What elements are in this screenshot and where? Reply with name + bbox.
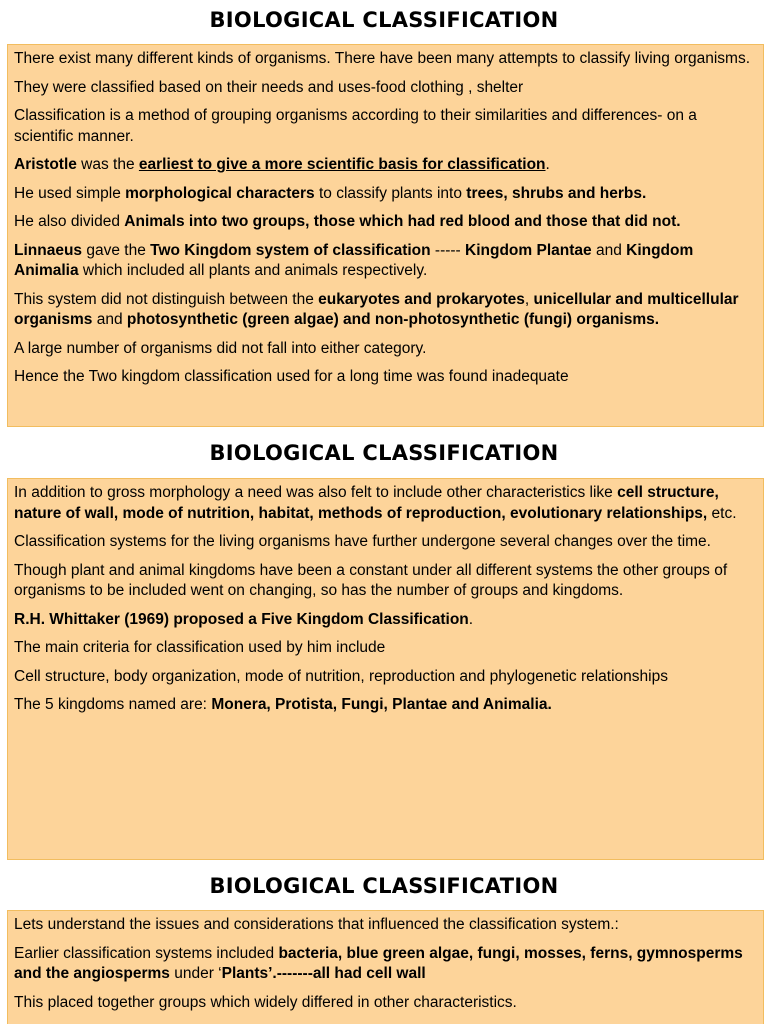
- paragraph: [14, 944, 757, 985]
- text: In addition to gross morphology a need was also felt to include other characteristics like: [14, 484, 618, 501]
- paragraph: There exist many different kinds of organisms. There have been many attempts to classify living organisms.: [14, 50, 751, 67]
- text: He used simple: [14, 184, 126, 202]
- slide-title: BIOLOGICAL CLASSIFICATION: [209, 441, 559, 465]
- text: .: [545, 156, 550, 173]
- bold-text: unicellular and multicellular organisms: [14, 290, 739, 328]
- paragraph: Classification is a method of grouping organisms according to their similarities and differences- on a scientific manner.: [14, 107, 697, 145]
- text: to classify plants into: [314, 184, 467, 202]
- bold-text: bacteria, blue green algae, fungi, mosses, ferns, gymnosperms and the angiosperms: [14, 944, 743, 982]
- bold-text: Aristotle: [14, 156, 77, 173]
- bold-text: Two Kingdom system of classification: [150, 241, 431, 259]
- paragraph: Though plant and animal kingdoms have been a constant under all different systems the other groups of organisms to be included went on changing, so has the number of groups and kingdoms.: [14, 561, 728, 599]
- text: etc.: [707, 504, 737, 522]
- underlined-bold-text: earliest to give a more scientific basis for classification: [138, 156, 546, 173]
- text: under ‘: [169, 965, 222, 982]
- content-box: [7, 910, 764, 1024]
- paragraph: Classification systems for the living organisms have further undergone several changes over the time.: [14, 533, 711, 550]
- text: which included all plants and animals respectively.: [78, 262, 428, 279]
- text: This system did not distinguish between the: [14, 290, 319, 308]
- bold-text: trees, shrubs and herbs.: [466, 184, 647, 202]
- text: and: [92, 311, 127, 328]
- paragraph: [14, 290, 757, 331]
- text: -----: [430, 241, 466, 259]
- text: Earlier classification systems included: [14, 944, 279, 962]
- text: was the: [76, 156, 139, 173]
- bold-text: Animals into two groups, those which had red blood and those that did not.: [124, 213, 681, 230]
- paragraph: Cell structure, body organization, mode of nutrition, reproduction and phylogenetic relationships: [14, 667, 668, 685]
- paragraph: [14, 155, 757, 176]
- paragraph: They were classified based on their needs and uses-food clothing , shelter: [14, 78, 524, 96]
- bold-text: Kingdom Plantae: [465, 241, 592, 259]
- text: ,: [524, 290, 534, 308]
- bold-text: Plants’.-------all had cell wall: [221, 965, 426, 982]
- text: The 5 kingdoms named are:: [14, 696, 212, 713]
- paragraph: [14, 184, 757, 205]
- bold-text: morphological characters: [125, 184, 315, 202]
- paragraph: [14, 212, 757, 233]
- slide-title: BIOLOGICAL CLASSIFICATION: [209, 8, 559, 32]
- content-box: [7, 478, 764, 860]
- text: He also divided: [14, 213, 125, 230]
- paragraph: This placed together groups which widely differed in other characteristics.: [14, 993, 517, 1011]
- paragraph: A large number of organisms did not fall into either category.: [14, 339, 427, 357]
- paragraph: Hence the Two kingdom classification used for a long time was found inadequate: [14, 368, 569, 385]
- bold-text: Linnaeus: [14, 241, 83, 259]
- bold-text: Kingdom Animalia: [14, 241, 694, 279]
- content-box: [7, 44, 764, 427]
- bold-text: R.H. Whittaker (1969) proposed a Five Kingdom Classification: [14, 610, 469, 628]
- text: and: [591, 241, 627, 259]
- paragraph: [14, 241, 757, 282]
- bold-text: photosynthetic (green algae) and non-photosynthetic (fungi) organisms.: [126, 311, 660, 328]
- bold-text: cell structure, nature of wall, mode of nutrition, habitat, methods of reproduction, evolutionary relationships,: [14, 484, 719, 522]
- bold-text: Monera, Protista, Fungi, Plantae and Animalia.: [211, 696, 552, 713]
- bold-text: eukaryotes and prokaryotes: [318, 290, 525, 308]
- paragraph: Lets understand the issues and considerations that influenced the classification system.:: [14, 916, 619, 933]
- paragraph: [14, 610, 757, 631]
- text: gave the: [82, 241, 151, 259]
- paragraph: [14, 695, 757, 716]
- text: .: [468, 610, 474, 628]
- paragraph: The main criteria for classification used by him include: [14, 639, 386, 656]
- paragraph: [14, 483, 757, 524]
- slide-title: BIOLOGICAL CLASSIFICATION: [209, 874, 559, 898]
